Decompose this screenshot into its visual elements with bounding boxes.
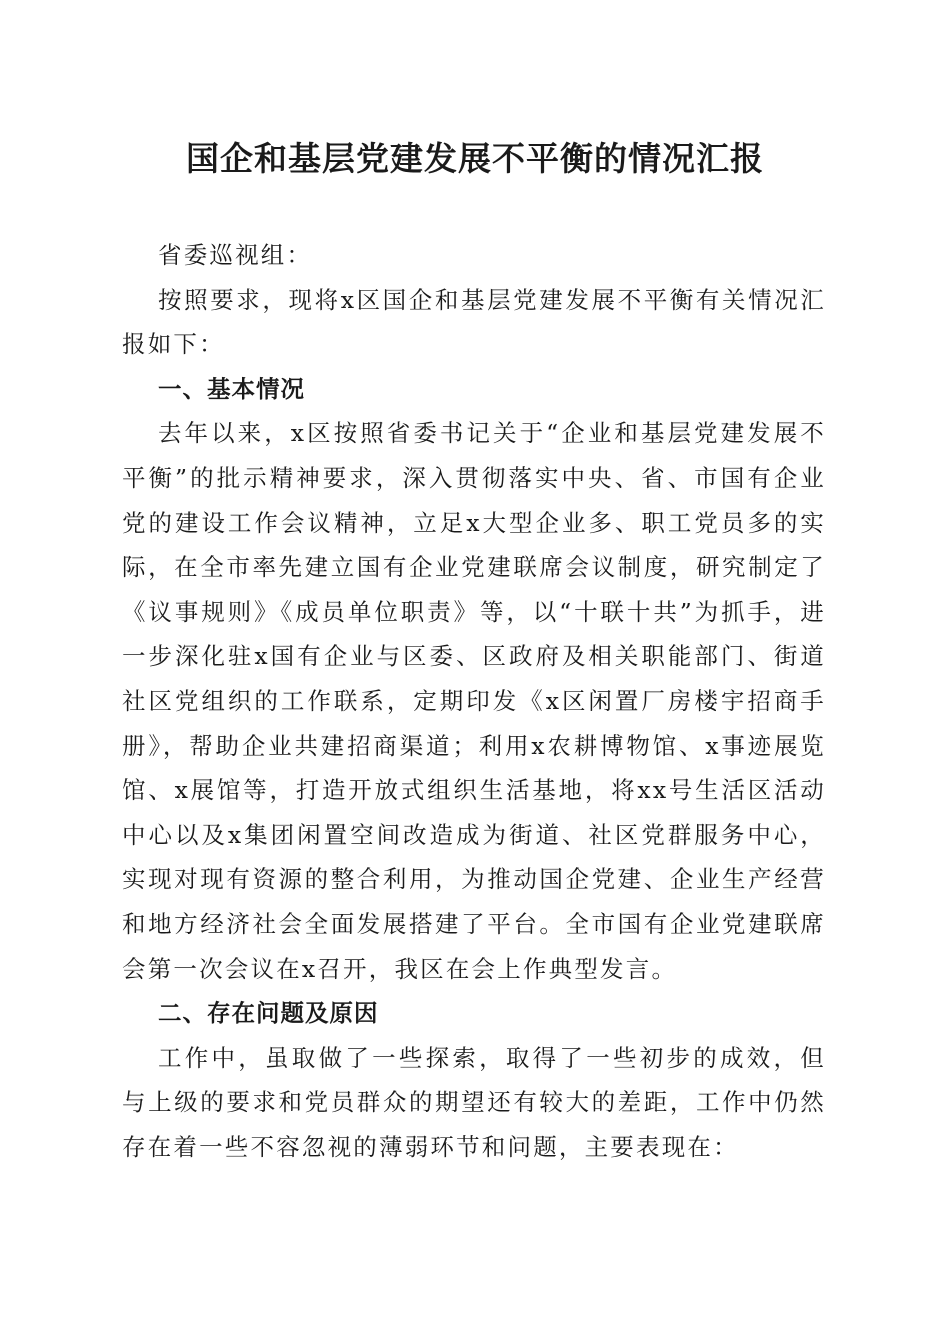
salutation: 省委巡视组：: [158, 241, 313, 269]
section-heading-basic-situation: 一、基本情况: [158, 374, 305, 403]
basic-situation-paragraph: 去年以来，x区按照省委书记关于“企业和基层党建发展不平衡”的批示精神要求，深入贯彻落实中央、省、市国有企业党的建设工作会议精神，立足x大型企业多、职工党员多的实际，在全市率先建立国有企业党建联席会议制度，研究制定了《议事规则》《成员单位职责》等，以“十联十共”为抓手，进一步深化驻x国有企业与区委、区政府及相关职能部门、街道社区党组织的工作联系，定期印发《x区闲置厂房楼宇招商手册》，帮助企业共建招商渠道；利用x农耕博物馆、x事迹展览馆、x展馆等，打造开放式组织生活基地，将xx号生活区活动中心以及x集团闲置空间改造成为街道、社区党群服务中心，实现对现有资源的整合利用，为推动国企党建、企业生产经营和地方经济社会全面发展搭建了平台。全市国有企业党建联席会第一次会议在x召开，我区在会上作典型发言。: [122, 419, 826, 983]
problems-paragraph: 工作中，虽取做了一些探索，取得了一些初步的成效，但与上级的要求和党员群众的期望还有较大的差距，工作中仍然存在着一些不容忽视的薄弱环节和问题，主要表现在：: [122, 1043, 826, 1161]
intro-paragraph: 按照要求，现将x区国企和基层党建发展不平衡有关情况汇报如下：: [122, 285, 826, 359]
document-title: 国企和基层党建发展不平衡的情况汇报: [186, 139, 764, 178]
section-heading-problems: 二、存在问题及原因: [158, 999, 379, 1028]
document-body: [122, 233, 826, 1169]
